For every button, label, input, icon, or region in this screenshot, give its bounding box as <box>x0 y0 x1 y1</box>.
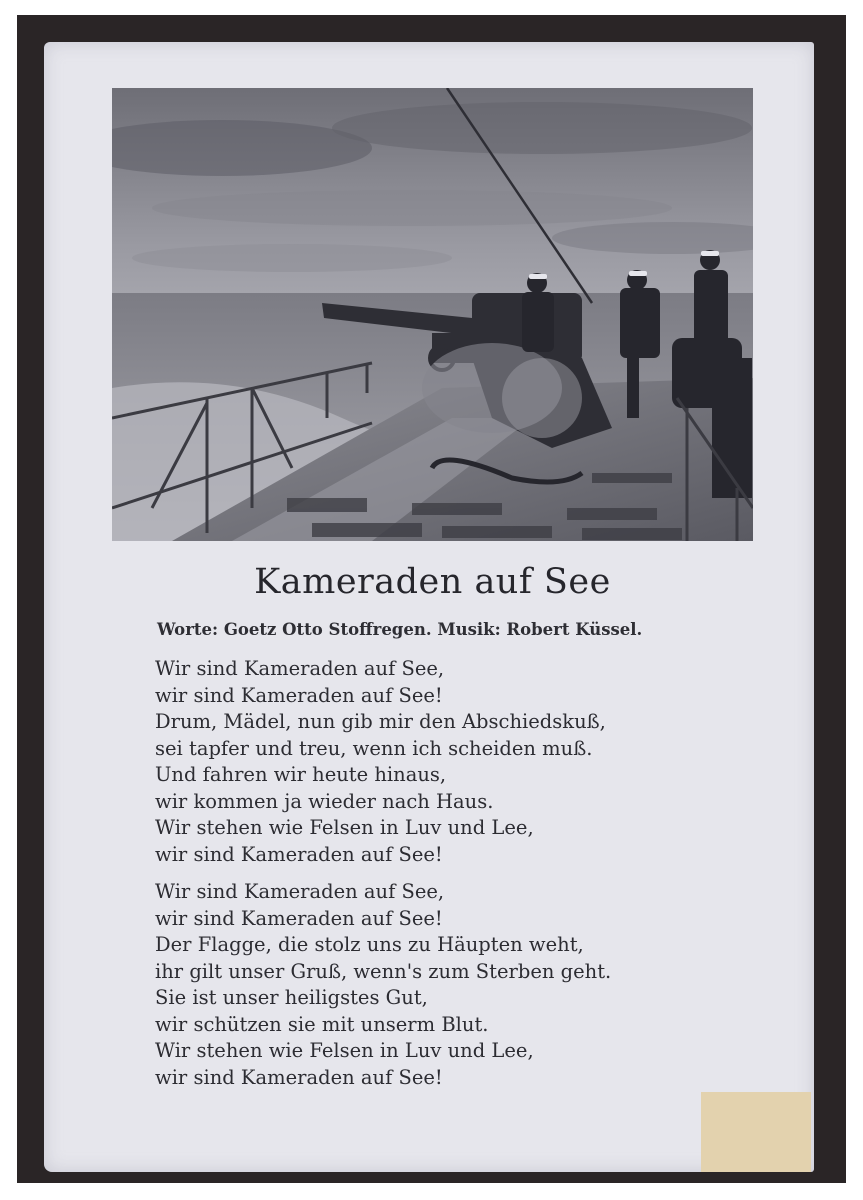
lyric-line: wir sind Kameraden auf See! <box>155 906 443 930</box>
song-credits: Worte: Goetz Otto Stoffregen. Musik: Robert Küssel. <box>157 620 643 639</box>
lyric-line: Wir sind Kameraden auf See, <box>155 657 445 680</box>
stanza-2 <box>155 879 611 1091</box>
song-title: Kameraden auf See <box>254 562 611 602</box>
lyric-line: wir sind Kameraden auf See! <box>155 683 443 707</box>
lyric-line: Und fahren wir heute hinaus, <box>155 763 447 786</box>
stanza-1 <box>155 656 606 868</box>
lyric-line: sei tapfer und treu, wenn ich scheiden muß. <box>155 736 593 760</box>
lyric-line: Sie ist unser heiligstes Gut, <box>155 986 428 1009</box>
lyric-line: Drum, Mädel, nun gib mir den Abschiedskuß, <box>155 710 606 733</box>
lyric-line: Wir stehen wie Felsen in Luv und Lee, <box>155 1039 534 1062</box>
lyric-line: wir sind Kameraden auf See! <box>155 1065 443 1089</box>
lyric-line: ihr gilt unser Gruß, wenn's zum Sterben geht. <box>155 959 612 983</box>
lyric-line: wir sind Kameraden auf See! <box>155 842 443 866</box>
lyric-line: Wir sind Kameraden auf See, <box>155 880 445 903</box>
lyric-line: wir schützen sie mit unserm Blut. <box>155 1012 489 1036</box>
lyric-line: Wir stehen wie Felsen in Luv und Lee, <box>155 816 534 839</box>
lyric-line: Der Flagge, die stolz uns zu Häupten weht, <box>155 933 584 956</box>
lyric-line: wir kommen ja wieder nach Haus. <box>155 789 494 813</box>
paper-sticker <box>701 1092 811 1172</box>
deck-gun-photo <box>112 88 753 541</box>
